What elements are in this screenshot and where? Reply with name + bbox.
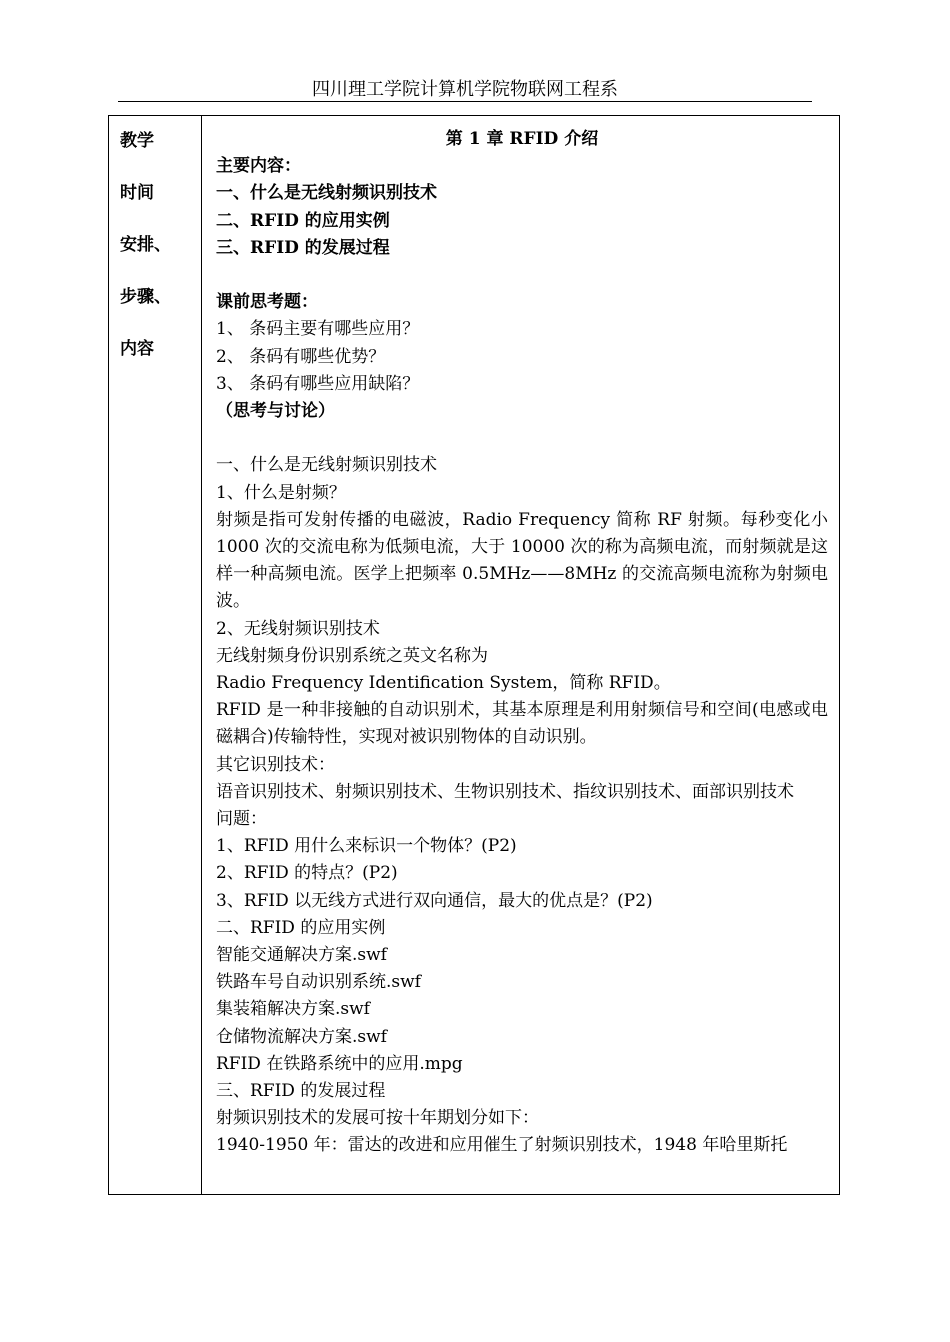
problems-label: 问题： (216, 809, 267, 830)
problem-item: 2、RFID 的特点？(P2) (216, 863, 398, 884)
rf-definition-paragraph: 射频是指可发射传播的电磁波，Radio Frequency 简称 RF 射频。每秒变化小 1000 次的交流电称为低频电流，大于 10000 次的称为高频电流，而射频就是这样一种高频电流。医学上把频率 0.5MHz——8MHz 的交流高频电流称为射频电波。 (216, 509, 828, 612)
spacer (216, 262, 828, 289)
chapter-title: 第 1 章 RFID 介绍 (445, 129, 599, 149)
problem-item: 3、RFID 以无线方式进行双向通信，最大的优点是？(P2) (216, 890, 653, 911)
rfid-name-line: Radio Frequency Identification System，简称 RFID。 (216, 673, 671, 694)
media-file-item: 仓储物流解决方案.swf (216, 1026, 387, 1047)
pre-questions-label: 课前思考题： (216, 292, 318, 313)
section-1-title: 一、什么是无线射频识别技术 (216, 455, 437, 476)
section-3-title: 三、RFID 的发展过程 (216, 1081, 386, 1102)
rfid-principle-paragraph: RFID 是一种非接触的自动识别术，其基本原理是利用射频信号和空间(电感或电磁耦合)传输特性，实现对被识别物体的自动识别。 (216, 700, 828, 748)
side-label: 教学 (120, 131, 154, 151)
section-2-title: 二、RFID 的应用实例 (216, 917, 386, 938)
history-line: 1940-1950 年：雷达的改进和应用催生了射频识别技术，1948 年哈里斯托 (216, 1135, 788, 1156)
main-content-item: 三、RFID 的发展过程 (216, 237, 390, 258)
pre-question: 2、 条码有哪些优势？ (216, 346, 386, 367)
section-1-subheading: 1、什么是射频？ (216, 482, 346, 503)
other-tech-label: 其它识别技术： (216, 754, 335, 775)
main-content-item: 二、RFID 的应用实例 (216, 210, 390, 231)
side-label: 内容 (120, 339, 154, 359)
media-file-item: 集装箱解决方案.swf (216, 999, 370, 1020)
side-label: 步骤、 (120, 287, 171, 307)
header-rule (118, 101, 812, 102)
side-label-column (120, 128, 171, 388)
pre-question: 3、 条码有哪些应用缺陷？ (216, 373, 420, 394)
history-intro: 射频识别技术的发展可按十年期划分如下： (216, 1108, 539, 1129)
other-tech-list: 语音识别技术、射频识别技术、生物识别技术、指纹识别技术、面部识别技术 (216, 781, 794, 802)
side-label: 时间 (120, 183, 154, 203)
main-content-label: 主要内容： (216, 156, 301, 177)
table-column-divider (201, 115, 202, 1195)
lesson-content (216, 126, 828, 1160)
main-content-item: 一、什么是无线射频识别技术 (216, 183, 437, 204)
pre-question: 1、 条码主要有哪些应用？ (216, 319, 420, 340)
problem-item: 1、RFID 用什么来标识一个物体？(P2) (216, 836, 517, 857)
discussion-note: （思考与讨论） (216, 401, 335, 422)
section-1-subheading: 2、无线射频识别技术 (216, 618, 380, 639)
page-header: 四川理工学院计算机学院物联网工程系 (312, 79, 618, 100)
rfid-name-line: 无线射频身份识别系统之英文名称为 (216, 645, 488, 666)
media-file-item: 铁路车号自动识别系统.swf (216, 972, 421, 993)
side-label: 安排、 (120, 235, 171, 255)
media-file-item: RFID 在铁路系统中的应用.mpg (216, 1053, 463, 1074)
media-file-item: 智能交通解决方案.swf (216, 945, 387, 966)
spacer (216, 425, 828, 452)
